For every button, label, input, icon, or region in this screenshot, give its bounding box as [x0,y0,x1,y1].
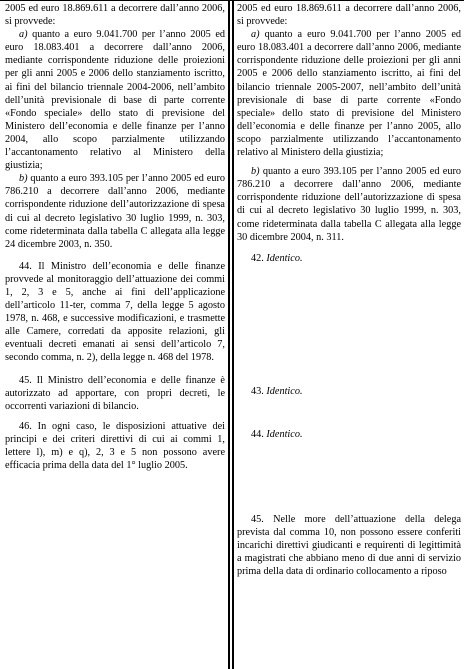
spacer [237,441,461,513]
right-paragraph-44-number: 44. [251,428,264,440]
spacer [237,398,461,428]
right-paragraph-42-number: 42. [251,252,264,264]
spacer [5,413,225,420]
left-intro-paragraph: 2005 ed euro 18.869.611 a decorrere dall’anno 2006, si provvede: [5,3,225,28]
spacer [237,265,461,385]
right-column [231,0,464,669]
right-paragraph-a-text: quanto a euro 9.041.700 per l’anno 2005 ed euro 18.083.401 a decorrere dall’anno 2006, mediante corrispondente riduzione delle proiezioni per gli anni 2005 e 2006 dello stanziamento iscritto, ai fini del bilancio triennale 2005-2007, nell’ambito dell’unità previsionale di base di parte corrente «Fondo speciale» dello stato di previsione del Ministero dell’economia e delle finanze per l’anno 2005, allo scopo parzialmente utilizzando l’accantonamento relativo al Ministero della giustizia; [237,29,462,159]
right-paragraph-44-text: Identico. [266,428,303,440]
right-paragraph-42-text: Identico. [266,252,303,264]
right-paragraph-b-label: b) [251,166,260,178]
left-paragraph-b [5,172,225,251]
right-paragraph-b [237,165,461,244]
spacer [5,251,225,260]
right-paragraph-44 [237,428,461,441]
left-paragraph-b-label: b) [19,173,28,185]
right-paragraph-42 [237,252,461,265]
left-paragraph-a-label: a) [19,29,28,41]
left-column [0,0,229,669]
right-paragraph-43-number: 43. [251,385,264,397]
spacer [237,244,461,252]
right-paragraph-43-text: Identico. [266,385,303,397]
spacer [5,365,225,374]
left-paragraph-44: 44. Il Ministro dell’economia e delle finanze provvede al monitoraggio dell’attuazione dei commi 1, 2, 3 e 5, anche ai fini dell’applicazione dell’articolo 11-ter, comma 7, della legge 5 agosto 1978, n. 468, e successive modificazioni, e trasmette alle Camere, corredati da apposite relazioni, gli eventuali decreti emanati ai sensi dell’articolo 7, secondo comma, n. 2), della legge n. 468 del 1978. [5,260,225,364]
right-paragraph-a [237,28,461,159]
right-paragraph-43 [237,385,461,398]
left-paragraph-45: 45. Il Ministro dell’economia e delle finanze è autorizzato ad apportare, con propri decreti, le occorrenti variazioni di bilancio. [5,374,225,412]
right-paragraph-b-text: quanto a euro 393.105 per l’anno 2005 ed euro 786.210 a decorrere dall’anno 2006, mediante corrispondente riduzione dell’autorizzazione di spesa di cui al decreto legislativo 30 luglio 1999, n. 303, come rideterminata dalla tabella C allegata alla legge 30 dicembre 2004, n. 311. [237,166,461,243]
right-paragraph-a-label: a) [251,29,260,41]
left-paragraph-a [5,28,225,172]
left-paragraph-b-text: quanto a euro 393.105 per l’anno 2005 ed euro 786.210 a decorrere dall’anno 2006, mediante corrispondente riduzione dell’autorizzazione di spesa di cui al decreto legislativo 30 luglio 1999, n. 303, come rideterminata dalla tabella C allegata alla legge 24 dicembre 2003, n. 350. [5,173,225,250]
left-paragraph-a-text: quanto a euro 9.041.700 per l’anno 2005 ed euro 18.083.401 a decorrere dall’anno 2006, mediante corrispondente riduzione delle proiezioni per gli anni 2005 e 2006 dello stanziamento iscritto, ai fini del bilancio triennale 2004-2006, nell’ambito dell’unità previsionale di base di parte corrente «Fondo speciale» dello stato di previsione del Ministero dell’economia e delle finanze per l’anno 2004, allo scopo parzialmente utilizzando l’accantonamento relativo al Ministero della giustizia; [5,29,226,172]
left-paragraph-46: 46. In ogni caso, le disposizioni attuative dei principi e dei criteri direttivi di cui ai commi 1, lettere l), m) e q), 2, 3 e 5 non possono avere efficacia prima della data del 1° luglio 2005. [5,420,225,472]
right-paragraph-45: 45. Nelle more dell’attuazione della delega prevista dal comma 10, non possono essere conferiti incarichi direttivi giudicanti e requirenti di legittimità a magistrati che abbiano meno di due anni di servizio prima della data di ordinario collocamento a riposo [237,513,461,578]
right-intro-paragraph: 2005 ed euro 18.869.611 a decorrere dall’anno 2006, si provvede: [237,3,461,28]
